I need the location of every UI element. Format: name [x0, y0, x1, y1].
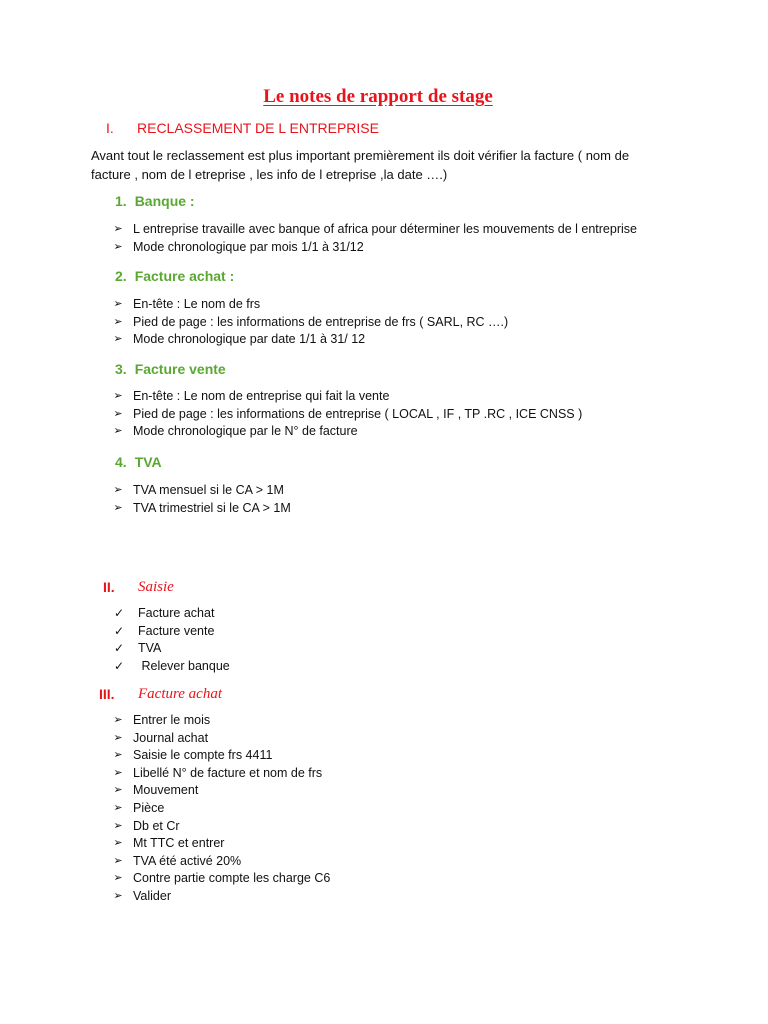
subsection-heading-banque	[115, 193, 195, 209]
arrow-bullet-icon: ➢	[113, 223, 123, 235]
arrow-bullet-icon: ➢	[113, 784, 123, 797]
section-heading-saisie	[103, 579, 303, 597]
arrow-bullet-icon: ➢	[113, 731, 123, 744]
subsection-heading-facture-vente	[115, 361, 226, 377]
checkmark-icon: ✓	[113, 658, 125, 673]
arrow-bullet-icon: ➢	[113, 315, 123, 328]
arrow-bullet-icon: ➢	[113, 854, 123, 867]
section-heading-facture-achat	[99, 686, 319, 704]
subsection-number: 3.	[115, 361, 127, 377]
section-intro-paragraph: Avant tout le reclassement est plus important premièrement ils doit vérifier la facture ( nom de facture , nom de l etreprise , les info de l etreprise ,la date ….)	[91, 148, 630, 182]
arrow-bullet-icon: ➢	[113, 298, 123, 310]
subsection-title: Banque :	[134, 193, 195, 209]
document-page: Le notes de rapport de stage I. RECLASSEMENT DE L ENTREPRISE Avant tout le reclassement est plus important premièrement ils doit vérifier la facture ( nom de facture , nom de l etreprise , les info de l etreprise ,la date ….) 1. Banque : ➢ L entreprise travaille avec banque of africa pour déterminer les mouvements de l entreprise ➢ Mode chronologique par mois 1/1 à 31/12 2. Facture achat : ➢ En-tête : Le nom de frs ➢ Pied de page : les informations de entreprise de frs ( SARL, RC ….) ➢ Mode chronologique par date 1/1 à 31/ 12 3. Facture vente ➢ En-tête : Le nom de entreprise qui fait la vente ➢ Pied de page : les informations de entreprise ( LOCAL , IF , TP .RC , ICE CNSS ) ➢ Mode chronologique par le N° de facture 4. TVA ➢ TVA mensuel si le CA > 1M ➢ TVA trimestriel si le CA > 1M II. Saisie ✓ Facture achat ✓ Facture vente ✓ TVA ✓ Relever banque III. Facture achat ➢ Entrer le mois ➢ Journal achat ➢ Saisie le compte frs 4411 ➢ Libellé N° de facture et nom de frs ➢ Mouvement ➢ Pièce ➢ Db et Cr ➢ Mt TTC et entrer ➢ TVA été activé 20% ➢ Contre partie compte les charge C6 ➢ Valider	[0, 0, 768, 1024]
arrow-bullet-icon: ➢	[113, 425, 123, 438]
arrow-bullet-icon: ➢	[113, 333, 123, 346]
section-number: III.	[99, 686, 115, 702]
arrow-bullet-icon: ➢	[113, 390, 123, 402]
document-title: Le notes de rapport de stage	[263, 86, 493, 107]
arrow-bullet-icon: ➢	[113, 501, 123, 514]
subsection-title: Facture achat :	[134, 268, 235, 284]
subsection-title: Facture vente	[134, 361, 226, 377]
arrow-bullet-icon: ➢	[113, 872, 123, 885]
checkmark-icon: ✓	[113, 623, 125, 638]
section-title: Saisie	[138, 579, 174, 595]
arrow-bullet-icon: ➢	[113, 240, 123, 253]
checkmark-icon: ✓	[113, 606, 125, 620]
arrow-bullet-icon: ➢	[113, 837, 123, 850]
arrow-bullet-icon: ➢	[113, 484, 123, 496]
section-title: RECLASSEMENT DE L ENTREPRISE	[137, 120, 379, 136]
subsection-number: 1.	[115, 193, 127, 209]
arrow-bullet-icon: ➢	[113, 819, 123, 832]
subsection-number: 2.	[115, 268, 127, 284]
section-number: I.	[106, 120, 114, 136]
subsection-heading-tva	[115, 454, 162, 470]
subsection-number: 4.	[115, 454, 127, 470]
arrow-bullet-icon: ➢	[113, 714, 123, 726]
subsection-title: TVA	[134, 454, 162, 470]
checkmark-icon: ✓	[113, 641, 125, 656]
arrow-bullet-icon: ➢	[113, 749, 123, 762]
subsection-heading-facture-achat	[115, 268, 234, 284]
section-heading-reclassement	[106, 120, 406, 138]
arrow-bullet-icon: ➢	[113, 801, 123, 814]
arrow-bullet-icon: ➢	[113, 889, 123, 902]
section-number: II.	[103, 579, 115, 595]
arrow-bullet-icon: ➢	[113, 766, 123, 779]
arrow-bullet-icon: ➢	[113, 407, 123, 420]
section-title: Facture achat	[138, 686, 223, 702]
